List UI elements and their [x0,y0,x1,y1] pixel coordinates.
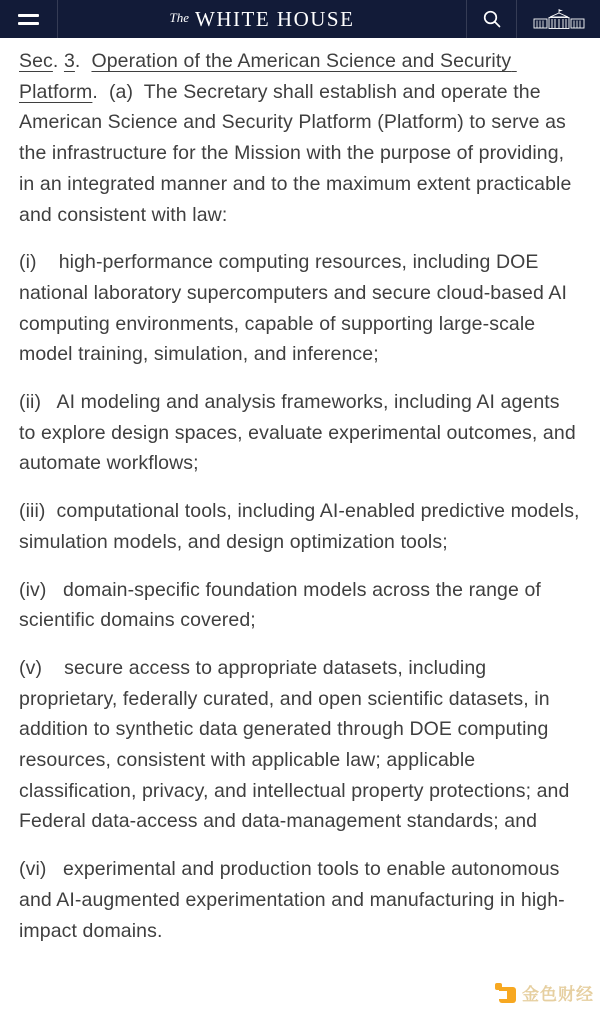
menu-button[interactable] [0,0,58,38]
top-navbar [0,0,600,38]
document-body [0,38,600,1013]
hamburger-icon [18,14,39,25]
search-button[interactable] [466,0,516,38]
paragraph: Sec. 3. Operation of the American Science and Security Platform. (a) The Secretary shall establish and operate the American Science and Security Platform (Platform) to serve as the infrastructure for the Mission with the purpose of providing, in an integrated manner and to the maximum extent practicable and consistent with law: [19,50,577,226]
search-icon [481,8,503,30]
watermark-brand: 金色财经 [522,985,594,1006]
white-house-building-icon [530,8,588,30]
paragraph: (v) secure access to appropriate datasets, including proprietary, federally curated, and open scientific datasets, in addition to synthetic data generated through DOE computing resources, consistent with applicable law; applicable classification, privacy, and intellectual property protections; and Federal data-access and data-management standards; and [19,656,575,833]
paragraph: (ii) AI modeling and analysis frameworks, including AI agents to explore design spaces, evaluate experimental outcomes, and automate workflows; [19,391,582,475]
paragraph: (vi) experimental and production tools to enable autonomous and AI-augmented experimentation and manufacturing in high-impact domains. [19,858,566,942]
paragraph: (iv) domain-specific foundation models across the range of scientific domains covered; [19,578,547,632]
logo-title: WHITE HOUSE [195,6,355,31]
paragraph: (iii) computational tools, including AI-enabled predictive models, simulation models, and design optimization tools; [19,500,586,553]
whitehouse-logo[interactable] [58,0,466,38]
residence-button[interactable] [516,0,600,38]
paragraph: (i) high-performance computing resources, including DOE national laboratory supercomputers and secure cloud-based AI computing environments, capable of supporting large-scale model training, simulation, and inference; [19,251,573,366]
logo-prefix: The [169,10,190,25]
